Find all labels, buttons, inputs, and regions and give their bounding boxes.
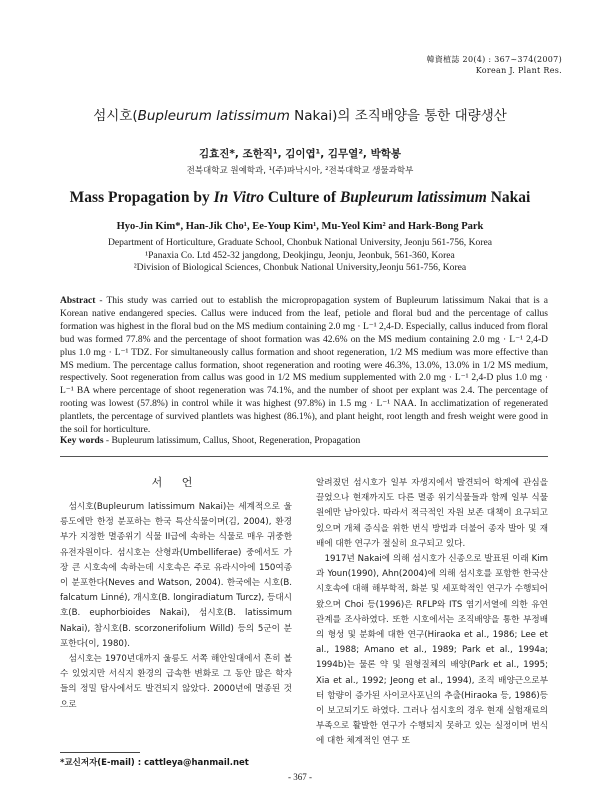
- keywords: [60, 436, 548, 446]
- english-authors: Hyo-Jin Kim*, Han-Jik Cho¹, Ee-Youp Kim¹, Mu-Yeol Kim² and Hark-Bong Park: [116, 221, 484, 232]
- footnote-divider: [60, 752, 140, 753]
- abstract-text: - This study was carried out to establish the micropropagation system of Bupleurum latissimum Nakai that is a Korean native endangered species. Callus were induced from the leaf, petiole and floral bud and the percentage of callus formation was highest in the floral bud on the MS medium containing 2.0 mg · L⁻¹ 2,4-D. Especially, callus induced from floral bud was formed 77.8% and the percentage of shoot formation was 42.6% on the MS medium containing 2.0 mg · L⁻¹ 2,4-D plus 1.0 mg · L⁻¹ TDZ. For simultaneously callus formation and shoot regeneration, 1/2 MS medium was more effective than MS medium. The percentage callus formation, shoot regeneration and rooting were 46.3%, 13.0%, 13.0% in 1/2 MS medium, respectively. Soot regeneration from callus was good in 1/2 MS medium supplemented with 2.0 mg · L⁻¹ 2,4-D plus 1.0 mg · L⁻¹ BA where percentage of shoot regeneration was 74.1%, and the number of shoot per explant was 2.4. The percentage of rooting was lowest (57.8%) in control while it was highest (97.8%) in 1.5 mg · L⁻¹ NAA. In acclimatization of regenerated plantlets, the percentage of survived plantlets was highest (86.1%), and plant height, root length and fresh weight were good in the soil for horticulture.: [60, 296, 548, 436]
- page-number: - 367 -: [288, 772, 312, 782]
- keywords-text: - Bupleurum latissimum, Callus, Shoot, Regeneration, Propagation: [103, 436, 361, 446]
- korean-title-prefix: 섬시호(: [93, 108, 138, 124]
- corresponding-author-footnote: *교신저자(E-mail) : cattleya@hanmail.net: [60, 758, 249, 768]
- english-title-italic-1: In Vitro: [213, 189, 265, 206]
- abstract-label: Abstract: [60, 296, 96, 306]
- korean-affiliations: 전북대학교 원예학과, ¹(주)파낙시아, ²전북대학교 생물과학부: [186, 166, 414, 176]
- abstract: [60, 295, 548, 437]
- section-title: 서 언: [151, 476, 201, 489]
- body-paragraph: 섬시호는 1970년대까지 울릉도 서쪽 해안일대에서 흔히 볼 수 있었지만 서식지 환경의 급속한 변화로 그 동안 많은 학자들의 정밀 탐사에서도 발견되지 않았다. 2000년에 멸종된 것으로: [60, 654, 292, 710]
- english-title-suffix: Nakai: [486, 189, 531, 206]
- korean-title-latin: Bupleurum latissimum: [137, 108, 290, 124]
- journal-citation: [427, 54, 562, 76]
- english-affiliations: [0, 237, 600, 275]
- body-paragraph: 알려졌던 섬시호가 일부 자생지에서 발견되어 학계에 관심을 끌었으나 현재까지도 다른 멸종 위기식물들과 함께 일부 식물원에만 남아있다. 따라서 적극적인 자원 보존 대책이 요구되고 있으며 개체 증식을 위한 번식 방법과 더불어 종자 발아 및 재배에 대한 연구가 절실히 요구되고 있다.: [316, 478, 548, 549]
- english-title-prefix: Mass Propagation by: [69, 189, 214, 206]
- section-divider: [60, 456, 548, 457]
- english-title: [0, 189, 600, 207]
- english-title-middle: Culture of: [264, 189, 340, 206]
- keywords-label: Key words: [60, 436, 104, 446]
- journal-name-line: Korean J. Plant Res.: [475, 66, 562, 75]
- affiliation-line: ¹Panaxia Co. Ltd 452-32 jangdong, Deokjingu, Jeonju, Jeonbuk, 561-360, Korea: [145, 249, 455, 261]
- body-paragraph: 섬시호(Bupleurum latissimum Nakai)는 세계적으로 울릉도에만 한정 분포하는 한국 특산식물이며(김, 2004), 환경부가 지정한 멸종위기 식물 II급에 속하는 식물로 매우 귀중한 유전자원이다. 섬시호는 산형과(Umbelliferae) 중에서도 가장 큰 시호속에 속하는데 시호속은 주로 유라시아에 150여종이 분포한다(Neves and Watson, 2004). 한국에는 시호(B. falcatum Linné), 개시호(B. longiradiatum Turcz), 등대시호(B. euphorbioides Nakai), 섬시호(B. latissimum Nakai), 참시호(B. scorzonerifolium Willd) 등의 5군이 분포한다(이, 1980).: [60, 502, 292, 649]
- left-column: [60, 476, 292, 713]
- korean-title-suffix: Nakai)의 조직배양을 통한 대량생산: [289, 108, 507, 124]
- body-paragraph: 1917년 Nakai에 의해 섬시호가 신종으로 발표된 이래 Kim과 Youn(1990), Ahn(2004)에 의해 섬시호를 포함한 한국산 시호속에 대해 해부학적, 화분 및 세포학적인 연구가 수행되어 왔으며 Choi 등(1996)은 RFLP와 ITS 염기서열에 의한 유연관계를 조사하였다. 또한 시호에서는 조직배양을 통한 부정배의 형성 및 분화에 대한 연구(Hiraoka et al., 1986; Lee et al., 1988; Amano et al., 1989; Park et al., 1994a; 1994b)는 물론 약 및 원형질체의 배양(Park et al., 1995; Xia et al., 1992; Jeong et al., 1994), 조직 배양근으로부터 함량이 증가된 사이코사포닌의 추출(Hiraoka 등, 1986)등이 보고되기도 하였다. 그러나 섬시호의 경우 현재 실험재료의 부족으로 활발한 연구가 수행되지 못하고 있는 실정이며 번식에 대한 체계적인 연구 또: [316, 554, 548, 747]
- right-column: [316, 476, 548, 750]
- english-title-italic-2: Bupleurum latissimum: [339, 189, 487, 206]
- korean-title: [0, 104, 600, 124]
- affiliation-line: ²Division of Biological Sciences, Chonbuk National University,Jeonju 561-756, Korea: [133, 262, 467, 273]
- affiliation-line: Department of Horticulture, Graduate School, Chonbuk National University, Jeonju 561-756, Korea: [107, 237, 493, 248]
- korean-authors: 김효진*, 조한직¹, 김이엽¹, 김무열², 박학봉: [198, 148, 401, 160]
- journal-volume-line: 韓資植誌 20(4) : 367~374(2007): [426, 55, 562, 64]
